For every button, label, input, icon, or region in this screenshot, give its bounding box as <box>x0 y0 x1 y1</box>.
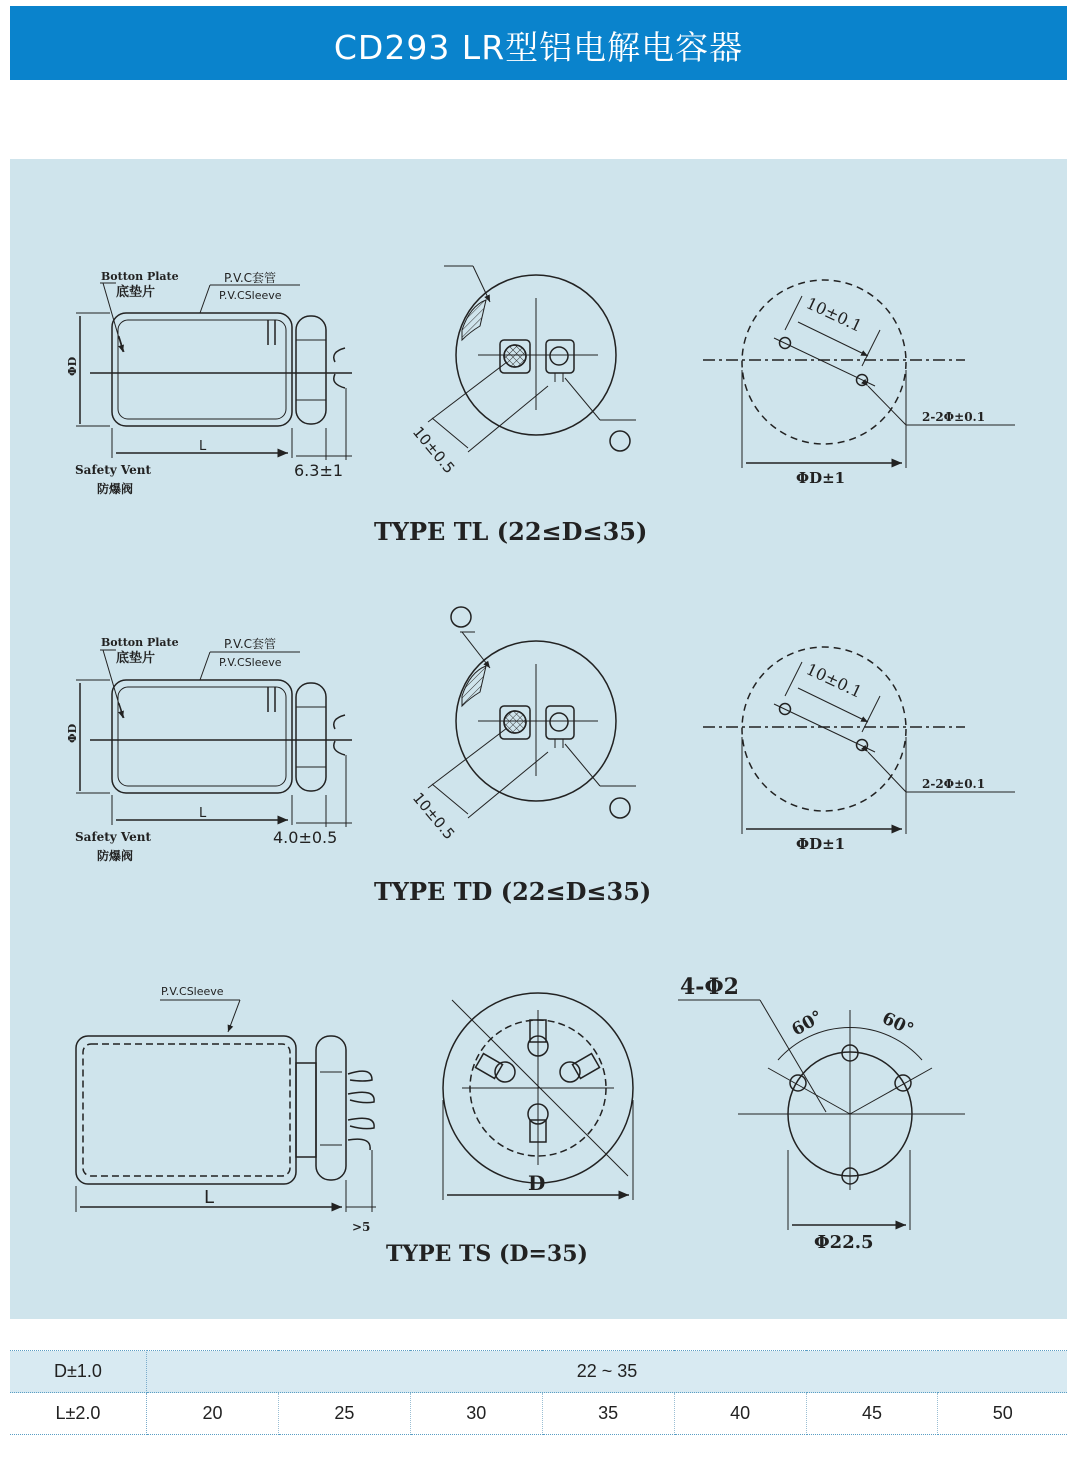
length-value: 50 <box>938 1393 1067 1435</box>
td-bottom-plate-cn: 底垫片 <box>116 651 156 666</box>
page-title: CD293 LR型铝电解电容器 <box>333 28 744 67</box>
tl-vent-cn: 防爆阀 <box>97 482 134 496</box>
tl-side-view <box>76 283 352 460</box>
ts-side-view <box>76 1000 376 1212</box>
tl-bottom-plate-cn: 底垫片 <box>116 285 156 300</box>
td-hole-view <box>703 647 1015 834</box>
ts-holes: 4-Φ2 <box>680 974 739 1000</box>
diameter-header: D±1.0 <box>10 1351 147 1393</box>
td-terminal-dim: 4.0±0.5 <box>273 828 338 847</box>
tl-diameter: ΦD±1 <box>796 469 846 487</box>
tl-hole-view <box>703 280 1015 468</box>
ts-pcd: Φ22.5 <box>814 1232 874 1253</box>
ts-diameter-label: D <box>528 1171 546 1195</box>
table-row <box>10 1351 1067 1393</box>
tl-sleeve-en: P.V.CSleeve <box>219 289 282 302</box>
tl-type-title: TYPE TL (22≤D≤35) <box>374 517 648 546</box>
ts-length: L <box>204 1187 215 1208</box>
tl-top-view <box>428 266 636 452</box>
tl-sleeve-cn: P.V.C套管 <box>224 271 277 285</box>
diameter-range: 22 ~ 35 <box>147 1351 1068 1393</box>
tl-bottom-plate-en: Botton Plate <box>101 270 179 283</box>
length-value: 45 <box>806 1393 938 1435</box>
length-value: 40 <box>674 1393 806 1435</box>
td-vent-cn: 防爆阀 <box>97 849 134 863</box>
table-row <box>10 1393 1067 1435</box>
tl-pitch-dim: 10±0.5 <box>408 423 459 478</box>
length-value: 35 <box>542 1393 674 1435</box>
td-top-view <box>428 607 636 818</box>
length-value: 25 <box>278 1393 410 1435</box>
dimension-table <box>10 1350 1067 1435</box>
td-type-title: TYPE TD (22≤D≤35) <box>374 877 652 906</box>
td-phi-d: ΦD <box>66 723 79 743</box>
tl-hole-pitch: 10±0.1 <box>803 293 866 336</box>
td-sleeve-cn: P.V.C套管 <box>224 637 277 651</box>
length-value: 20 <box>147 1393 279 1435</box>
ts-top-view <box>443 993 633 1200</box>
td-sleeve-en: P.V.CSleeve <box>219 656 282 669</box>
tl-length: L <box>199 439 207 454</box>
td-vent-en: Safety Vent <box>75 830 152 844</box>
td-pitch-dim: 10±0.5 <box>408 789 459 844</box>
td-hole-pitch: 10±0.1 <box>803 659 866 702</box>
tl-holes: 2-2Φ±0.1 <box>922 410 986 424</box>
ts-angle-right: 60° <box>878 1008 917 1041</box>
td-length: L <box>199 806 207 821</box>
length-header: L±2.0 <box>10 1393 147 1435</box>
ts-type-title: TYPE TS (D=35) <box>386 1241 588 1267</box>
ts-sleeve-en: P.V.CSleeve <box>161 985 224 998</box>
tl-terminal-dim: 6.3±1 <box>294 461 344 480</box>
td-diameter: ΦD±1 <box>796 835 846 853</box>
tl-vent-en: Safety Vent <box>75 463 152 477</box>
td-bottom-plate-en: Botton Plate <box>101 636 179 649</box>
td-side-view <box>76 650 352 827</box>
td-holes: 2-2Φ±0.1 <box>922 777 986 791</box>
ts-angle-left: 60° <box>788 1006 827 1041</box>
tl-phi-d: ΦD <box>66 356 79 376</box>
ts-hole-view <box>678 1000 965 1230</box>
ts-terminal-dim: >5 <box>352 1220 371 1234</box>
length-value: 30 <box>410 1393 542 1435</box>
